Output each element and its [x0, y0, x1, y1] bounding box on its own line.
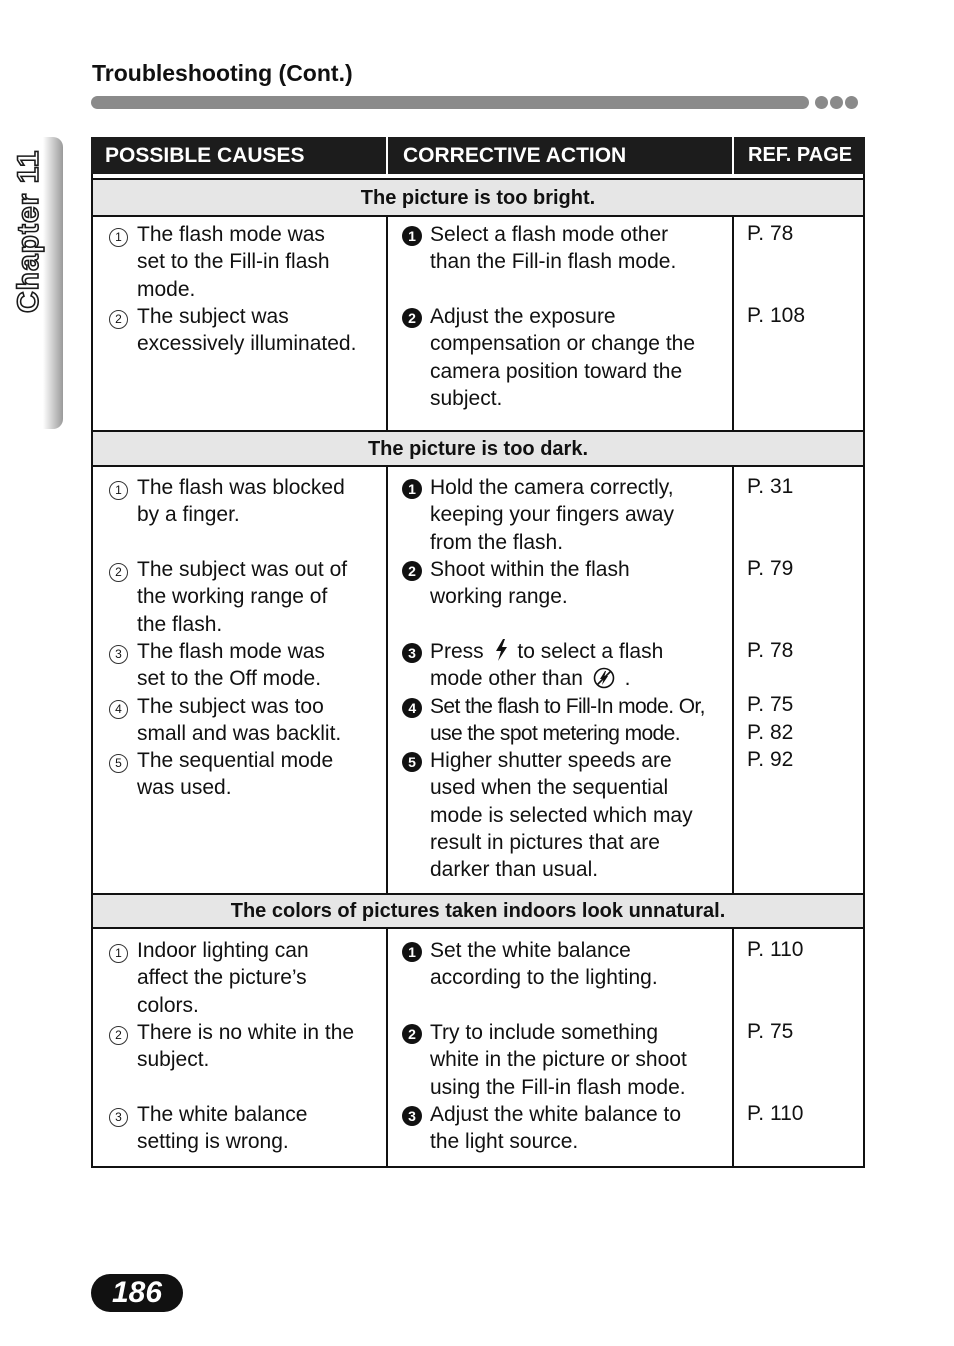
section-title-too-bright: The picture is too bright. [93, 180, 863, 216]
filled-number-5: 5 [402, 752, 422, 772]
action-text-line: camera position toward the [430, 359, 683, 383]
action-text-line: Set the flash to Fill-In mode. Or, [430, 695, 705, 718]
circled-number-2: 2 [109, 1026, 128, 1045]
filled-number-1: 1 [402, 226, 422, 246]
cause-text-line: was used. [137, 776, 232, 800]
action-text-line: mode is selected which may [430, 803, 693, 827]
circled-number-1: 1 [109, 228, 128, 247]
cause-text-line: the flash. [137, 612, 223, 636]
section-title-unnatural-colors: The colors of pictures taken indoors look unnatural. [93, 895, 863, 928]
action-text-line: Hold the camera correctly, [430, 476, 674, 499]
cause-text-line: The subject was too [137, 695, 324, 718]
ref-page: P. 75 [747, 1020, 794, 1043]
ref-page: P. 79 [747, 557, 794, 580]
cause-text-line: set to the Fill-in flash [137, 250, 330, 274]
action-text-line: Select a flash mode other [430, 223, 669, 246]
flash-icon [494, 639, 508, 661]
circled-number-1: 1 [109, 944, 128, 963]
cause-text-line: The flash mode was [137, 640, 325, 663]
cause-item [109, 937, 309, 1019]
cause-text-line: mode. [137, 277, 196, 301]
row-divider [91, 893, 865, 895]
circled-number-1: 1 [109, 481, 128, 500]
action-text-line: Adjust the exposure [430, 305, 616, 328]
row-divider [91, 178, 865, 180]
cause-text-line: setting is wrong. [137, 1130, 289, 1154]
action-text-line: use the spot metering mode. [430, 722, 680, 746]
column-divider [386, 216, 388, 431]
cause-item [109, 638, 325, 693]
action-text-line: Set the white balance [430, 939, 631, 962]
column-divider [732, 928, 734, 1167]
cause-text-line: small and was backlit. [137, 722, 342, 746]
circled-number-5: 5 [109, 754, 128, 773]
cause-item [109, 556, 347, 638]
action-item [402, 221, 676, 276]
action-text-line: darker than usual. [430, 858, 599, 882]
action-text-line: Press [430, 640, 484, 663]
cause-item [109, 474, 345, 529]
cause-item [109, 1019, 354, 1074]
header-possible-causes: POSSIBLE CAUSES [105, 144, 305, 167]
action-text-line: than the Fill-in flash mode. [430, 250, 677, 274]
ref-page: P. 108 [747, 304, 806, 327]
ref-page: P. 78 [747, 639, 794, 662]
row-divider [91, 430, 865, 432]
action-text-line: from the flash. [430, 530, 564, 554]
action-item [402, 474, 674, 556]
cause-text-line: the working range of [137, 585, 328, 609]
ref-page: P. 78 [747, 222, 794, 245]
cause-item [109, 221, 330, 303]
action-text-line: Adjust the white balance to [430, 1103, 681, 1126]
circled-number-3: 3 [109, 645, 128, 664]
filled-number-2: 2 [402, 561, 422, 581]
cause-text-line: The white balance [137, 1103, 308, 1126]
ref-page: P. 92 [747, 748, 794, 771]
flash-off-icon [593, 667, 615, 689]
action-item [402, 693, 705, 748]
action-text-line: compensation or change the [430, 332, 696, 356]
cause-text-line: excessively illuminated. [137, 332, 357, 356]
action-item [402, 303, 695, 412]
page-title: Troubleshooting (Cont.) [92, 60, 353, 86]
title-dots [815, 96, 858, 109]
ref-page: P. 110 [747, 1102, 804, 1125]
circled-number-2: 2 [109, 310, 128, 329]
action-text-line: Shoot within the flash [430, 558, 630, 581]
cause-item [109, 1101, 307, 1156]
header-divider [386, 137, 388, 174]
filled-number-3: 3 [402, 643, 422, 663]
action-text-line: . [624, 667, 631, 691]
column-divider [386, 466, 388, 894]
cause-text-line: by a finger. [137, 503, 240, 527]
row-divider [91, 927, 865, 929]
title-underline-bar [91, 96, 809, 109]
action-item [402, 747, 693, 883]
cause-text-line: There is no white in the [137, 1021, 355, 1044]
filled-number-4: 4 [402, 698, 422, 718]
circled-number-2: 2 [109, 563, 128, 582]
action-text-line: using the Fill-in flash mode. [430, 1075, 686, 1099]
action-item [402, 937, 658, 992]
action-text-line: working range. [430, 585, 568, 609]
column-divider [732, 466, 734, 894]
action-text-line: the light source. [430, 1130, 579, 1154]
action-text-line: to select a flash [517, 640, 664, 663]
ref-page: P. 75 [747, 693, 794, 716]
header-corrective-action: CORRECTIVE ACTION [403, 144, 627, 167]
action-text-line: used when the sequential [430, 776, 669, 800]
action-item [402, 1101, 681, 1156]
decorative-dot [815, 96, 828, 109]
action-item [402, 556, 630, 611]
action-text-line: white in the picture or shoot [430, 1048, 687, 1072]
action-item [402, 1019, 687, 1101]
action-text-line: Higher shutter speeds are [430, 749, 672, 772]
chapter-side-tab [43, 137, 63, 429]
filled-number-1: 1 [402, 479, 422, 499]
cause-text-line: colors. [137, 993, 199, 1017]
action-text-line: result in pictures that are [430, 830, 660, 854]
decorative-dot [845, 96, 858, 109]
filled-number-3: 3 [402, 1106, 422, 1126]
page-number: 186 [91, 1274, 183, 1312]
ref-page: P. 110 [747, 938, 804, 961]
cause-text-line: The sequential mode [137, 749, 334, 772]
row-divider [91, 215, 865, 217]
ref-page: P. 82 [747, 721, 794, 744]
circled-number-4: 4 [109, 700, 128, 719]
header-divider [732, 137, 734, 174]
section-title-too-dark: The picture is too dark. [93, 432, 863, 466]
circled-number-3: 3 [109, 1108, 128, 1127]
row-divider [91, 465, 865, 467]
column-divider [386, 928, 388, 1167]
action-text-line: Try to include something [430, 1021, 658, 1044]
cause-text-line: affect the picture’s [137, 966, 307, 990]
column-divider [732, 216, 734, 431]
cause-item [109, 747, 333, 802]
cause-text-line: The flash was blocked [137, 476, 345, 499]
cause-text-line: The subject was [137, 305, 289, 328]
action-text-line: according to the lighting. [430, 966, 658, 990]
cause-text-line: The subject was out of [137, 558, 348, 581]
action-text-line: mode other than [430, 667, 583, 691]
ref-page: P. 31 [747, 475, 794, 498]
decorative-dot [830, 96, 843, 109]
header-ref-page: REF. PAGE [748, 144, 853, 166]
cause-text-line: set to the Off mode. [137, 667, 322, 691]
filled-number-2: 2 [402, 1024, 422, 1044]
cause-text-line: The flash mode was [137, 223, 325, 246]
chapter-label: Chapter 11 [12, 149, 45, 313]
table-header-row [91, 137, 865, 174]
cause-item [109, 303, 356, 358]
action-item [402, 638, 663, 693]
filled-number-1: 1 [402, 942, 422, 962]
action-text-line: subject. [430, 386, 503, 410]
action-text-line: keeping your fingers away [430, 503, 674, 527]
filled-number-2: 2 [402, 308, 422, 328]
cause-text-line: subject. [137, 1048, 210, 1072]
cause-item [109, 693, 341, 748]
cause-text-line: Indoor lighting can [137, 939, 309, 962]
